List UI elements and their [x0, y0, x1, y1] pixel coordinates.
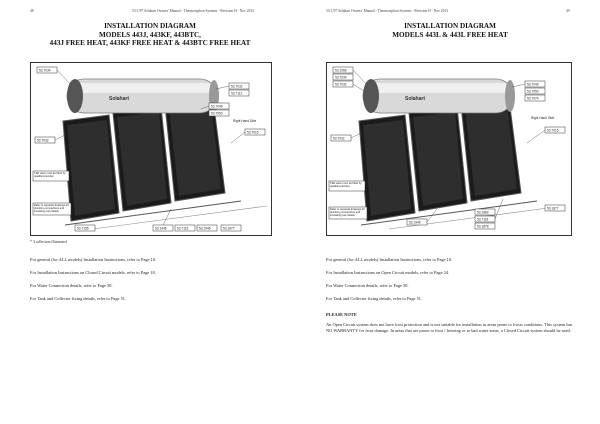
footnote: * 3 collectors illustrated — [30, 240, 67, 244]
reference-text: For Water Connection details, refer to Page 50. — [326, 283, 409, 288]
svg-text:53.7032: 53.7032 — [333, 136, 345, 141]
part-callout — [525, 88, 545, 94]
solar-collector-panel — [409, 107, 467, 211]
svg-text:53.7049: 53.7049 — [527, 82, 539, 87]
valve-note: T&E valve must be fitted by qualified plumber — [329, 181, 365, 191]
installation-diagram — [30, 62, 272, 236]
part-callout — [229, 90, 249, 96]
svg-text:53.1946: 53.1946 — [199, 226, 211, 231]
part-callout — [545, 127, 565, 133]
svg-text:53.1877: 53.1877 — [223, 226, 235, 231]
svg-text:53.7155: 53.7155 — [77, 226, 89, 231]
drawings-note: Refer to separate drawings for plumbing connections and insulating pipe details — [33, 203, 71, 215]
svg-text:53.7032: 53.7032 — [37, 138, 49, 143]
svg-text:53.7074: 53.7074 — [527, 96, 539, 101]
part-callout — [331, 135, 351, 141]
running-head: 53-1/97 Solahart Owners' Manual - Thermosiphon Systems - Revision H - Nov 2013 — [326, 9, 448, 13]
reference-text: For Water Connection details, refer to Page 50. — [30, 283, 113, 288]
side-label: Right Hand Side — [233, 119, 257, 123]
part-callout — [75, 225, 95, 231]
part-callout — [525, 95, 545, 101]
part-callout — [333, 67, 353, 73]
svg-text:53.7049: 53.7049 — [211, 104, 223, 109]
part-callout — [153, 225, 173, 231]
svg-text:53.7050: 53.7050 — [527, 89, 539, 94]
svg-text:53.7050: 53.7050 — [211, 111, 223, 116]
part-callout — [229, 83, 249, 89]
svg-text:53.7118: 53.7118 — [477, 217, 489, 222]
reference-text: For general (for ALL models) Installation Instructions, refer to Page 10. — [326, 257, 453, 262]
solar-collector-panel — [359, 115, 415, 221]
part-callout — [333, 74, 353, 80]
running-head: 53-1/97 Solahart Owners' Manual - Thermosiphon Systems - Revision H - Nov 2013 — [132, 9, 254, 13]
solar-collector-panel — [113, 107, 171, 211]
svg-text:53.1883: 53.1883 — [477, 210, 489, 215]
part-callout — [209, 110, 229, 116]
page-number: 49 — [566, 9, 570, 13]
part-callout — [407, 219, 427, 225]
brand-logo: Solahart — [405, 96, 426, 102]
storage-tank — [363, 79, 515, 113]
part-callout — [175, 225, 195, 231]
title-line-1: INSTALLATION DIAGRAM — [404, 22, 496, 30]
svg-text:53.7034: 53.7034 — [335, 75, 347, 80]
part-callout — [197, 225, 217, 231]
svg-text:53.7015: 53.7015 — [547, 128, 559, 133]
svg-text:53.7112: 53.7112 — [231, 91, 243, 96]
part-callout — [333, 81, 353, 87]
page-number: 48 — [30, 9, 34, 13]
please-note-heading: PLEASE NOTE — [326, 312, 357, 317]
side-label: Right Hand Side — [531, 116, 555, 120]
reference-text: For Installation Instructions on Closed Circuit models, refer to Page 18. — [30, 270, 156, 275]
part-callout — [35, 137, 55, 143]
part-callout — [475, 209, 495, 215]
title-line-1: INSTALLATION DIAGRAM — [104, 22, 196, 30]
solar-collector-panel — [63, 115, 119, 221]
part-callout — [245, 129, 265, 135]
svg-text:53.7034: 53.7034 — [39, 68, 51, 73]
svg-text:53.7015: 53.7015 — [247, 130, 259, 135]
svg-text:53.1946: 53.1946 — [409, 220, 421, 225]
installation-diagram — [326, 62, 572, 236]
diagram-title — [0, 22, 300, 48]
please-note-body: An Open Circuit system does not have frost protection and is not suitable for installation in areas prone to frosts conditions. This system has NO WARRANTY for frost damage. In areas that are prone to frost / freezing or to bad water areas, a Closed Circuit system should be used. — [326, 322, 573, 334]
reference-text: For Installation Instructions on Open Circuit models, refer to Page 24. — [326, 270, 450, 275]
part-callout — [545, 205, 565, 211]
title-line-2: MODELS 443L & 443L FREE HEAT — [392, 30, 508, 39]
reference-text: For Tank and Collector fixing details, refer to Page 51. — [326, 296, 423, 301]
part-callout — [475, 223, 495, 229]
reference-text: For general (for ALL models) Installation Instructions, refer to Page 10. — [30, 257, 157, 262]
svg-text:53.1878: 53.1878 — [477, 224, 489, 229]
svg-text:53.1956: 53.1956 — [335, 68, 347, 73]
title-line-2: MODELS 443J, 443KF, 443BTC, — [99, 30, 201, 39]
valve-note: T&E valve must be fitted by qualified plumber — [33, 171, 69, 181]
svg-text:53.7115: 53.7115 — [177, 226, 189, 231]
reference-text: For Tank and Collector fixing details, refer to Page 51. — [30, 296, 127, 301]
part-callout — [209, 103, 229, 109]
part-callout — [475, 216, 495, 222]
drawings-note: Refer to separate drawings for plumbing connections and insulating pipe details — [329, 207, 367, 219]
svg-text:53.1877: 53.1877 — [547, 206, 559, 211]
svg-text:53.7032: 53.7032 — [231, 84, 243, 89]
diagram-title — [300, 22, 600, 39]
part-callout — [37, 67, 57, 73]
part-callout — [221, 225, 241, 231]
part-callout — [525, 81, 545, 87]
brand-logo: Solahart — [109, 96, 130, 102]
storage-tank — [67, 79, 219, 113]
svg-text:53.1946: 53.1946 — [155, 226, 167, 231]
svg-text:53.7032: 53.7032 — [335, 82, 347, 87]
right-page — [300, 0, 600, 424]
solar-collector-panel — [461, 99, 521, 201]
title-line-3: 443J FREE HEAT, 443KF FREE HEAT & 443BTC FREE HEAT — [49, 39, 251, 48]
